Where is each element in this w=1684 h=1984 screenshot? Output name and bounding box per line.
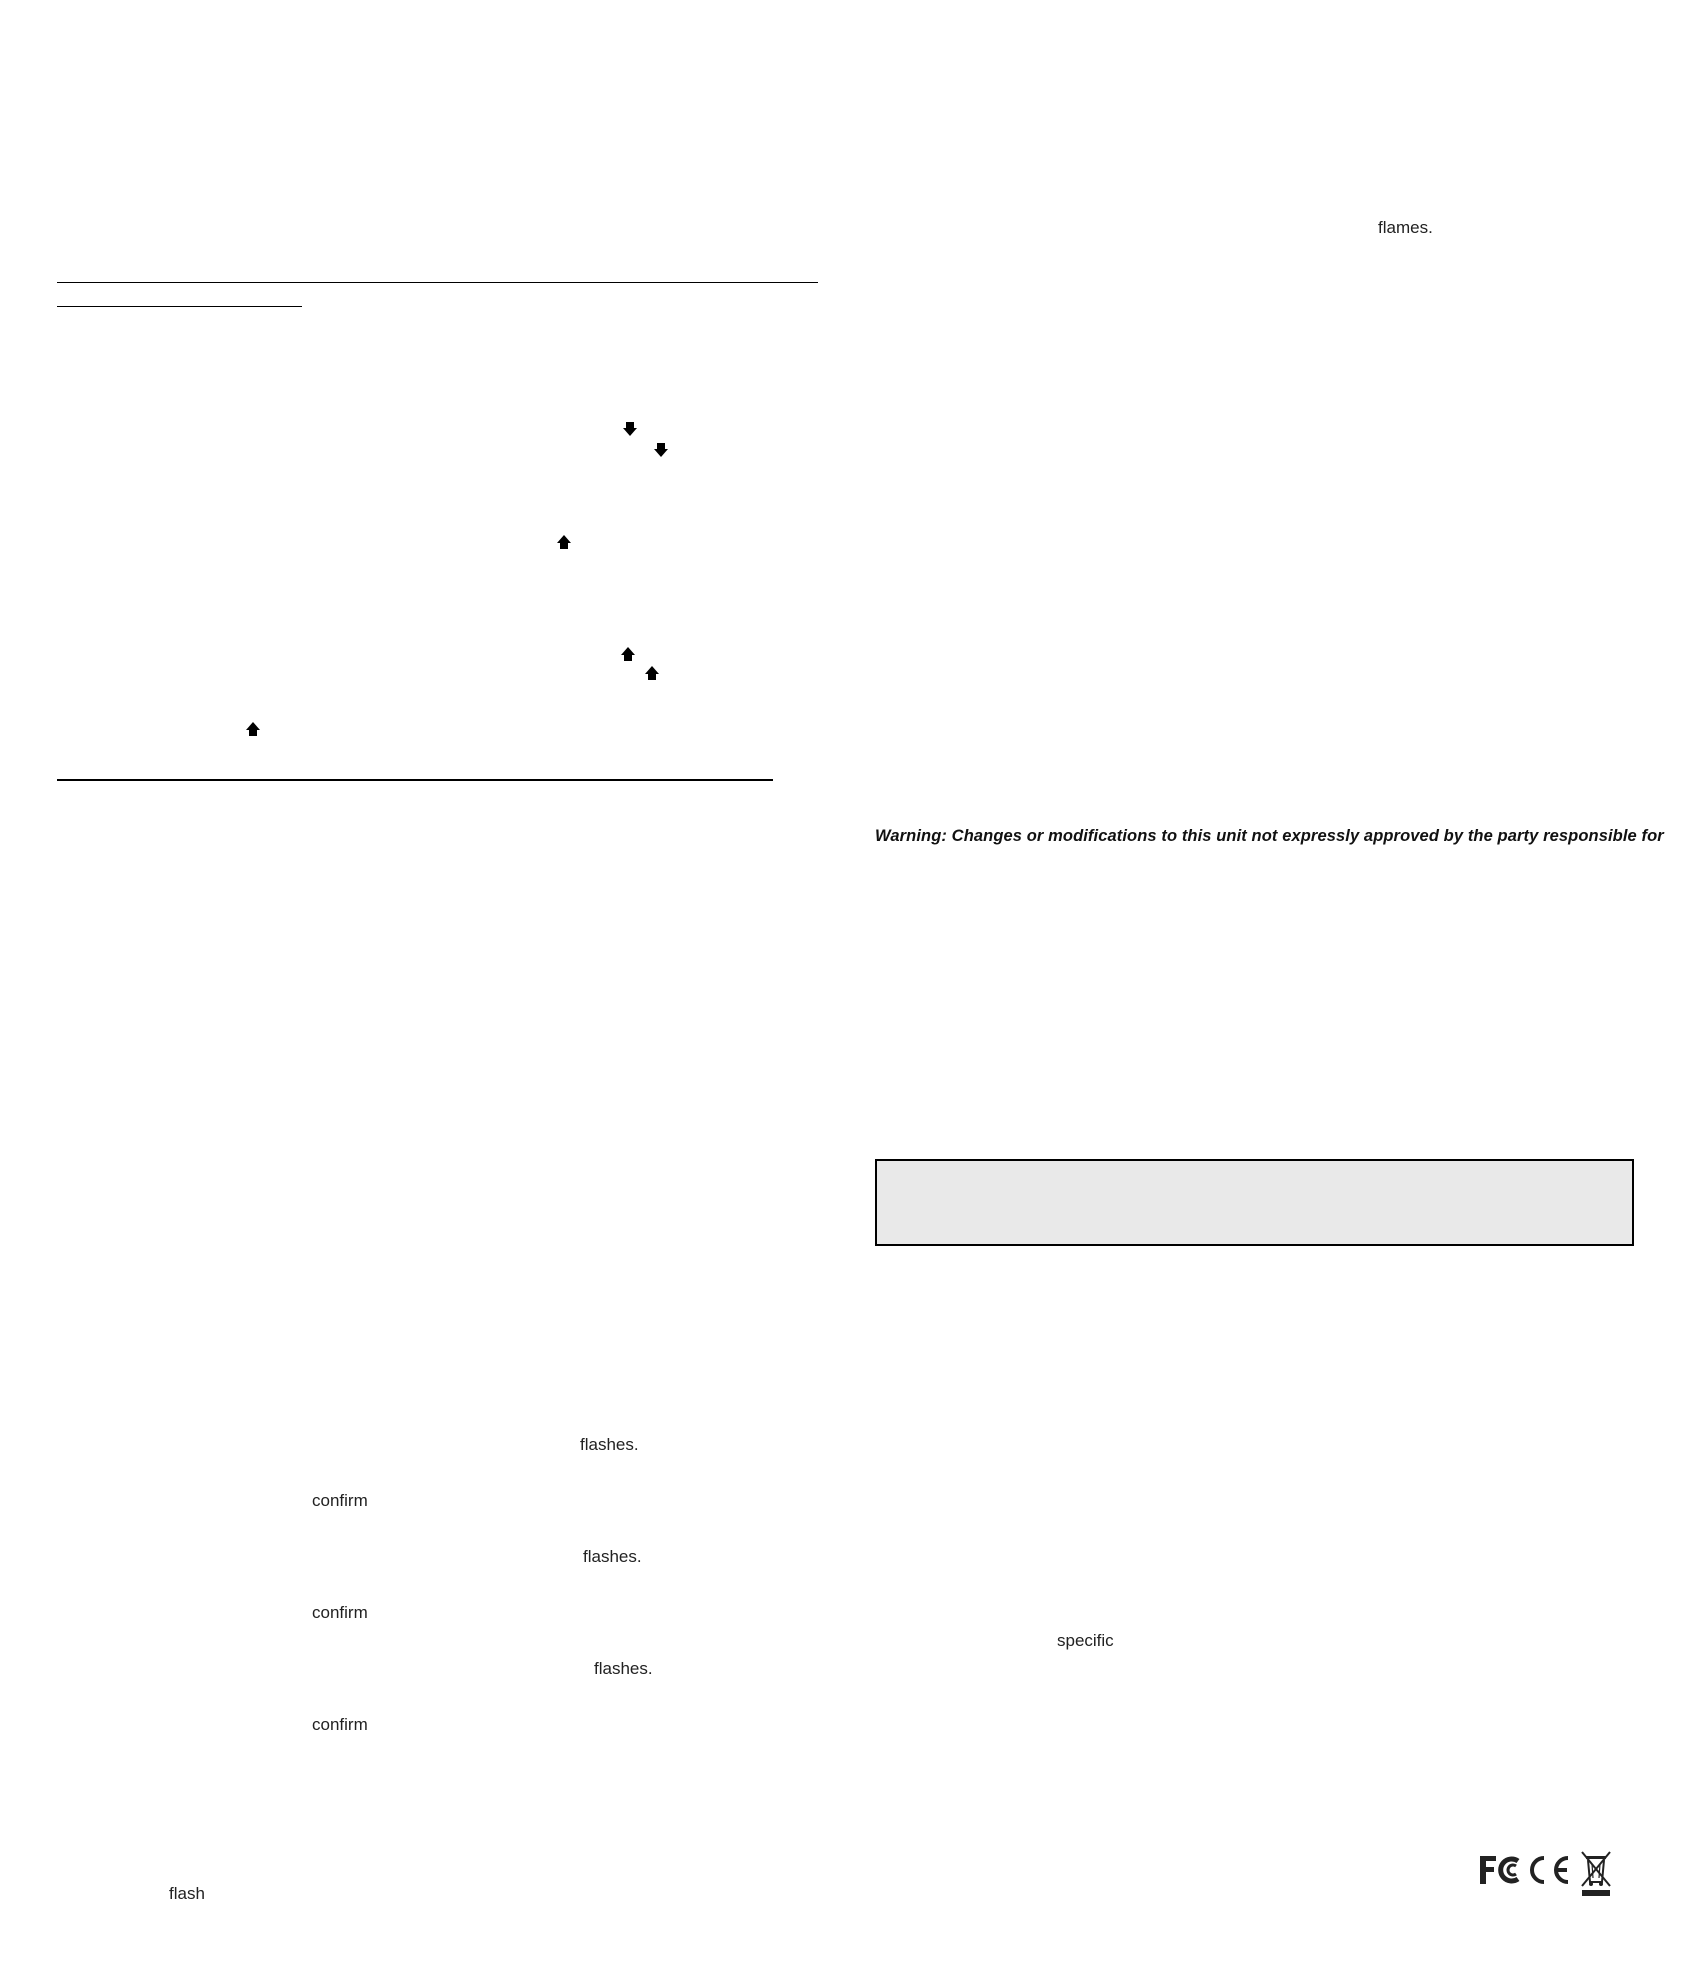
fcc-warning-text: Warning: Changes or modifications to this unit not expressly approved by the party responsible for bbox=[875, 827, 1664, 845]
flash-word: flash bbox=[169, 1884, 205, 1903]
section-rule-top bbox=[57, 282, 818, 283]
confirm-word-2: confirm bbox=[312, 1603, 368, 1622]
weee-bin-icon bbox=[1582, 1852, 1610, 1896]
specific-word: specific bbox=[1057, 1631, 1114, 1650]
ce-mark-icon bbox=[1532, 1858, 1568, 1882]
section-rule-bottom bbox=[57, 779, 773, 781]
arrow-up-icon bbox=[620, 646, 636, 662]
fcc-logo-icon bbox=[1480, 1856, 1518, 1884]
arrow-up-icon bbox=[245, 721, 261, 737]
arrow-down-icon bbox=[653, 442, 669, 458]
flashes-word-2: flashes. bbox=[583, 1547, 642, 1566]
confirm-word-3: confirm bbox=[312, 1715, 368, 1734]
confirm-word-1: confirm bbox=[312, 1491, 368, 1510]
section-rule-short bbox=[57, 306, 302, 307]
flashes-word-1: flashes. bbox=[580, 1435, 639, 1454]
flashes-word-3: flashes. bbox=[594, 1659, 653, 1678]
arrow-down-icon bbox=[622, 421, 638, 437]
arrow-up-icon bbox=[644, 665, 660, 681]
notice-box bbox=[875, 1159, 1634, 1246]
flames-word: flames. bbox=[1378, 218, 1433, 237]
compliance-logos bbox=[1478, 1846, 1614, 1898]
arrow-up-icon bbox=[556, 534, 572, 550]
